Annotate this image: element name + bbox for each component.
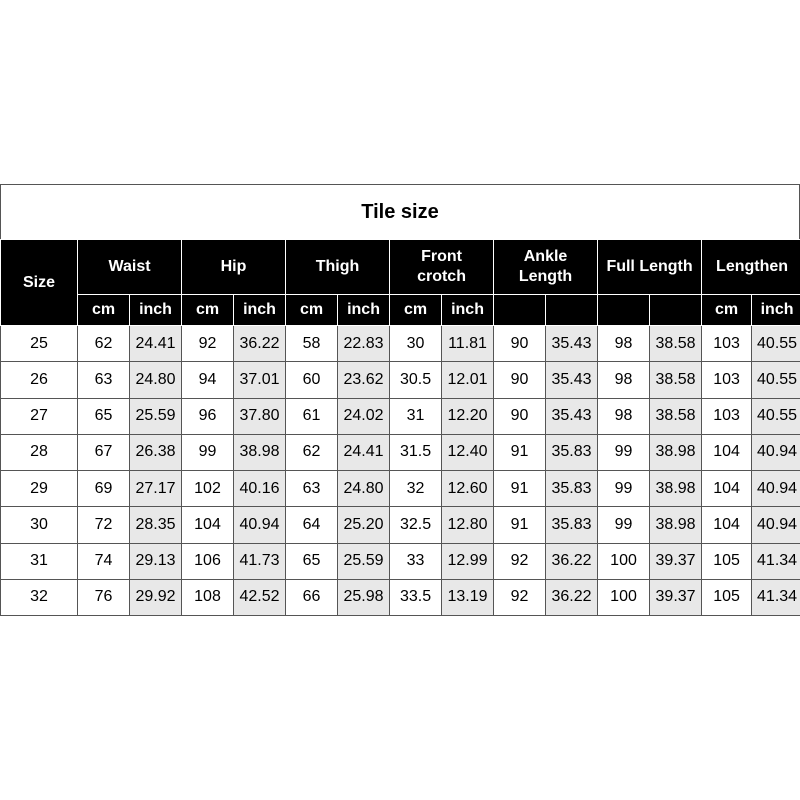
table-cell: 99: [598, 507, 650, 543]
table-cell: 29.13: [130, 543, 182, 579]
table-cell: 35.83: [546, 434, 598, 470]
table-cell: 104: [702, 471, 752, 507]
table-cell: 99: [598, 471, 650, 507]
table-cell: 38.58: [650, 326, 702, 362]
table-cell: 32.5: [390, 507, 442, 543]
table-cell: 66: [286, 579, 338, 615]
unit-header: [494, 295, 546, 326]
table-cell: 105: [702, 543, 752, 579]
table-row: [1, 543, 800, 579]
size-cell: 29: [1, 471, 78, 507]
table-cell: 104: [182, 507, 234, 543]
table-cell: 30.5: [390, 362, 442, 398]
unit-header-row: [1, 295, 800, 326]
table-cell: 36.22: [546, 543, 598, 579]
table-cell: 67: [78, 434, 130, 470]
unit-header: cm: [390, 295, 442, 326]
table-cell: 60: [286, 362, 338, 398]
table-cell: 92: [494, 543, 546, 579]
table-cell: 24.80: [338, 471, 390, 507]
table-cell: 24.41: [130, 326, 182, 362]
table-cell: 12.99: [442, 543, 494, 579]
table-cell: 62: [286, 434, 338, 470]
table-cell: 103: [702, 362, 752, 398]
table-cell: 36.22: [234, 326, 286, 362]
table-cell: 31.5: [390, 434, 442, 470]
table-cell: 62: [78, 326, 130, 362]
unit-header: inch: [442, 295, 494, 326]
size-cell: 26: [1, 362, 78, 398]
header-front-crotch-label: Front crotch: [417, 248, 466, 285]
table-cell: 91: [494, 434, 546, 470]
table-cell: 98: [598, 362, 650, 398]
header-waist: Waist: [78, 240, 182, 295]
table-cell: 65: [78, 398, 130, 434]
table-row: [1, 398, 800, 434]
header-ankle-length: [494, 240, 598, 295]
table-cell: 106: [182, 543, 234, 579]
unit-header: inch: [234, 295, 286, 326]
size-chart: [0, 184, 800, 616]
size-cell: 28: [1, 434, 78, 470]
table-cell: 41.34: [752, 579, 800, 615]
table-cell: 105: [702, 579, 752, 615]
table-cell: 40.55: [752, 326, 800, 362]
table-cell: 38.98: [234, 434, 286, 470]
table-cell: 24.02: [338, 398, 390, 434]
table-cell: 63: [286, 471, 338, 507]
table-cell: 31: [390, 398, 442, 434]
unit-header: cm: [286, 295, 338, 326]
table-row: [1, 434, 800, 470]
table-cell: 25.59: [338, 543, 390, 579]
table-cell: 104: [702, 434, 752, 470]
header-hip: Hip: [182, 240, 286, 295]
table-cell: 98: [598, 326, 650, 362]
table-cell: 40.94: [234, 507, 286, 543]
table-cell: 37.01: [234, 362, 286, 398]
table-cell: 99: [182, 434, 234, 470]
table-cell: 76: [78, 579, 130, 615]
header-thigh: Thigh: [286, 240, 390, 295]
table-cell: 25.59: [130, 398, 182, 434]
table-cell: 69: [78, 471, 130, 507]
table-cell: 98: [598, 398, 650, 434]
table-cell: 42.52: [234, 579, 286, 615]
table-cell: 25.20: [338, 507, 390, 543]
table-cell: 72: [78, 507, 130, 543]
table-cell: 38.98: [650, 434, 702, 470]
header-full-length: Full Length: [598, 240, 702, 295]
table-cell: 58: [286, 326, 338, 362]
table-cell: 63: [78, 362, 130, 398]
table-cell: 24.80: [130, 362, 182, 398]
header-ankle-length-label: Ankle Length: [518, 248, 573, 285]
table-cell: 92: [494, 579, 546, 615]
unit-header: cm: [182, 295, 234, 326]
table-cell: 38.58: [650, 398, 702, 434]
table-cell: 100: [598, 543, 650, 579]
table-cell: 40.94: [752, 434, 800, 470]
table-cell: 96: [182, 398, 234, 434]
unit-header: cm: [78, 295, 130, 326]
table-cell: 103: [702, 398, 752, 434]
table-cell: 103: [702, 326, 752, 362]
table-cell: 92: [182, 326, 234, 362]
size-table: [0, 239, 800, 616]
table-cell: 24.41: [338, 434, 390, 470]
table-cell: 12.60: [442, 471, 494, 507]
table-cell: 90: [494, 398, 546, 434]
table-cell: 35.43: [546, 398, 598, 434]
table-cell: 100: [598, 579, 650, 615]
table-cell: 74: [78, 543, 130, 579]
table-cell: 28.35: [130, 507, 182, 543]
table-cell: 39.37: [650, 543, 702, 579]
table-cell: 38.98: [650, 471, 702, 507]
table-cell: 91: [494, 507, 546, 543]
table-cell: 23.62: [338, 362, 390, 398]
table-cell: 65: [286, 543, 338, 579]
table-cell: 40.55: [752, 362, 800, 398]
table-cell: 40.55: [752, 398, 800, 434]
table-cell: 35.43: [546, 326, 598, 362]
table-row: [1, 326, 800, 362]
unit-header: cm: [702, 295, 752, 326]
table-row: [1, 507, 800, 543]
table-cell: 12.01: [442, 362, 494, 398]
unit-header: [598, 295, 650, 326]
table-cell: 26.38: [130, 434, 182, 470]
table-cell: 94: [182, 362, 234, 398]
unit-header: inch: [338, 295, 390, 326]
table-cell: 40.94: [752, 507, 800, 543]
size-cell: 30: [1, 507, 78, 543]
table-cell: 102: [182, 471, 234, 507]
table-cell: 12.40: [442, 434, 494, 470]
table-cell: 38.58: [650, 362, 702, 398]
table-cell: 104: [702, 507, 752, 543]
size-cell: 27: [1, 398, 78, 434]
size-cell: 32: [1, 579, 78, 615]
table-cell: 90: [494, 362, 546, 398]
table-cell: 91: [494, 471, 546, 507]
size-column-header: Size: [1, 240, 78, 326]
unit-header: inch: [752, 295, 800, 326]
table-body: [1, 326, 800, 616]
table-cell: 37.80: [234, 398, 286, 434]
table-cell: 108: [182, 579, 234, 615]
table-row: [1, 579, 800, 615]
table-cell: 61: [286, 398, 338, 434]
table-cell: 41.34: [752, 543, 800, 579]
table-cell: 12.20: [442, 398, 494, 434]
table-row: [1, 471, 800, 507]
table-cell: 38.98: [650, 507, 702, 543]
header-lengthen: Lengthen: [702, 240, 800, 295]
table-cell: 35.43: [546, 362, 598, 398]
table-cell: 27.17: [130, 471, 182, 507]
size-cell: 25: [1, 326, 78, 362]
table-cell: 29.92: [130, 579, 182, 615]
table-cell: 36.22: [546, 579, 598, 615]
chart-title: Tile size: [0, 184, 800, 239]
size-cell: 31: [1, 543, 78, 579]
table-cell: 64: [286, 507, 338, 543]
table-cell: 39.37: [650, 579, 702, 615]
unit-header: [546, 295, 598, 326]
table-cell: 11.81: [442, 326, 494, 362]
table-cell: 35.83: [546, 507, 598, 543]
table-row: [1, 362, 800, 398]
unit-header: inch: [130, 295, 182, 326]
table-cell: 40.16: [234, 471, 286, 507]
header-front-crotch: [390, 240, 494, 295]
table-cell: 33.5: [390, 579, 442, 615]
table-cell: 25.98: [338, 579, 390, 615]
table-cell: 40.94: [752, 471, 800, 507]
table-cell: 22.83: [338, 326, 390, 362]
table-cell: 90: [494, 326, 546, 362]
table-cell: 12.80: [442, 507, 494, 543]
table-cell: 33: [390, 543, 442, 579]
table-cell: 30: [390, 326, 442, 362]
table-cell: 13.19: [442, 579, 494, 615]
table-cell: 32: [390, 471, 442, 507]
table-cell: 41.73: [234, 543, 286, 579]
unit-header: [650, 295, 702, 326]
table-cell: 35.83: [546, 471, 598, 507]
table-cell: 99: [598, 434, 650, 470]
